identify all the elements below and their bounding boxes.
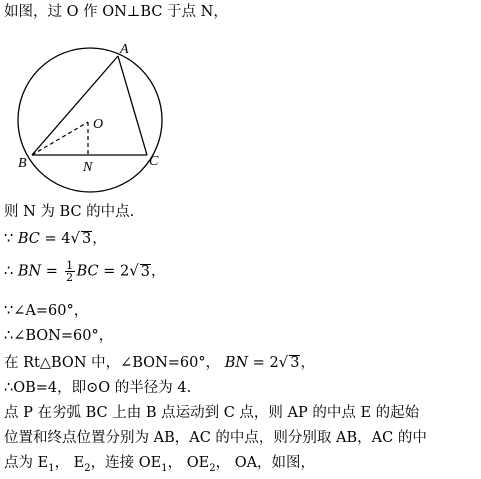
- step-9: 位置和终点位置分别为 AB，AC 的中点，则分别取 AB，AC 的中: [4, 430, 427, 446]
- step-6: 在 Rt△BON 中，∠BON=60°， BN = 2√ 3，: [4, 353, 315, 371]
- label-c: C: [149, 154, 159, 169]
- step-4: ∵∠A=60°，: [4, 303, 89, 319]
- intro-text: 如图，过 O 作 ON⊥BC 于点 N，: [4, 4, 228, 20]
- step-8: 点 P 在劣弧 BC 上由 B 点运动到 C 点，则 AP 的中点 E 的起始: [4, 405, 420, 421]
- step-7: ∴OB=4，即⊙O 的半径为 4.: [4, 380, 192, 396]
- label-o: O: [93, 117, 104, 132]
- label-n: N: [83, 160, 93, 175]
- step-3: ∴ BN = $\frac{1}{2}$ BC = 2√ 3，: [4, 259, 166, 284]
- segment-ob-dashed: [32, 122, 88, 155]
- step-2: ∵ BC = 4√ 3，: [4, 229, 107, 247]
- step-1: 则 N 为 BC 的中点.: [4, 204, 135, 220]
- label-b: B: [18, 156, 27, 171]
- circle-figure: [0, 25, 481, 205]
- step-5: ∴∠BON=60°，: [4, 328, 114, 344]
- label-a: A: [120, 42, 129, 57]
- segment-ab: [32, 56, 118, 155]
- step-10: 点为 $E_1$， $E_2$，连接 $OE_1$， $OE_2$， OA，如图，: [4, 455, 316, 474]
